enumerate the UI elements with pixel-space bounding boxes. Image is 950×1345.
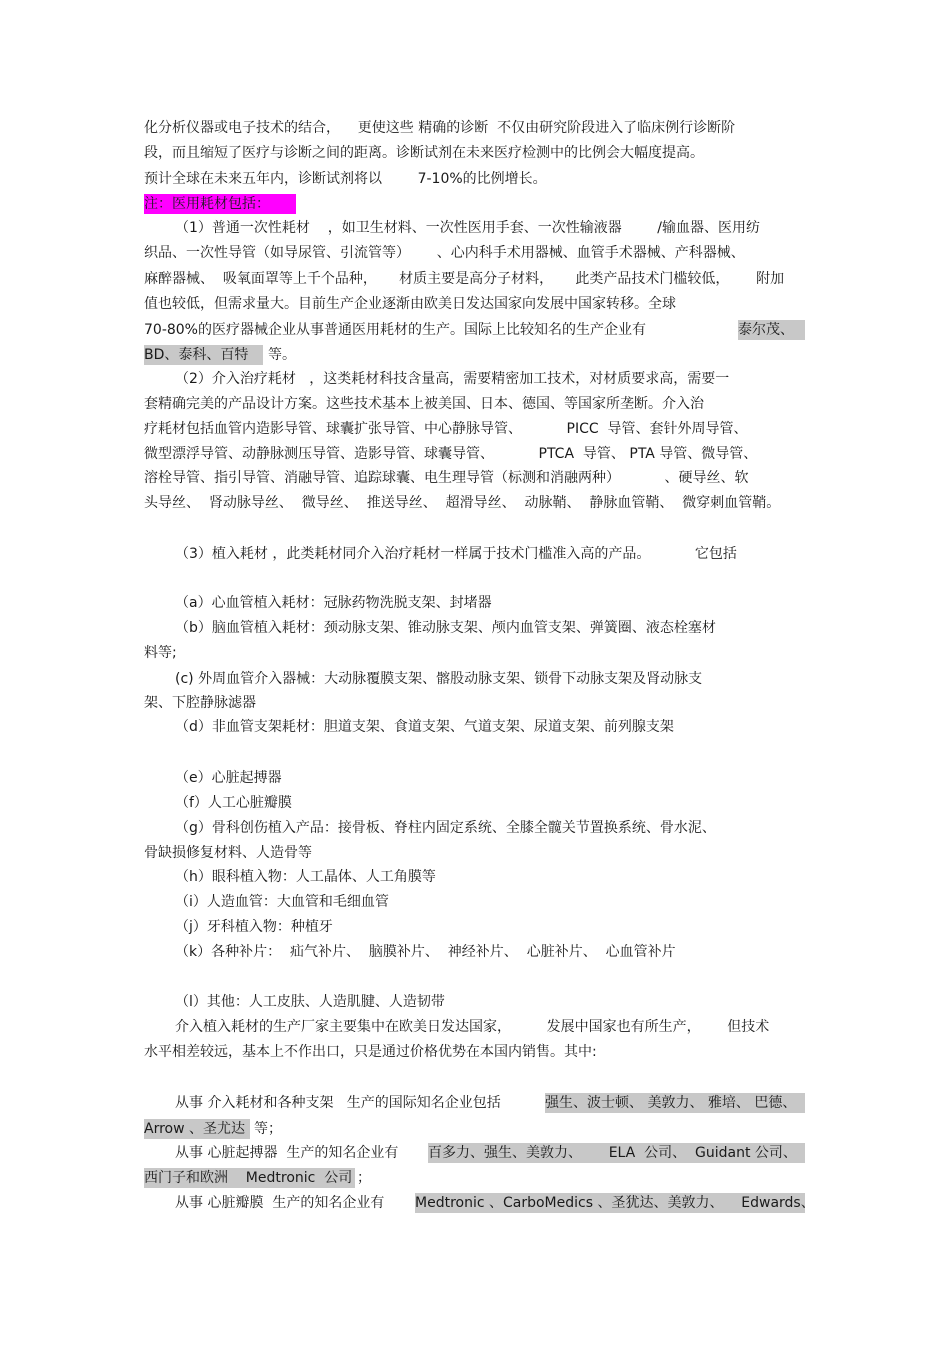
- text-line: （k）各种补片： 疝气补片、 脑膜补片、 神经补片、 心脏补片、 心血管补片: [175, 944, 676, 960]
- text-line: 化分析仪器或电子技术的结合， 更使这些 精确的诊断 不仅由研究阶段进入了临床例行诊断阶: [144, 120, 736, 136]
- text-line: （b）脑血管植入耗材：颈动脉支架、锥动脉支架、颅内血管支架、弹簧圈、液态栓塞材: [175, 620, 716, 636]
- text-line: （f）人工心脏瓣膜: [175, 795, 292, 811]
- text-line: 段，而且缩短了医疗与诊断之间的距离。诊断试剂在未来医疗检测中的比例会大幅度提高。: [144, 145, 704, 161]
- text-line: (c) 外周血管介入器械：大动脉覆膜支架、髂股动脉支架、锁骨下动脉支架及肾动脉支: [175, 671, 703, 687]
- text-line: 预计全球在未来五年内，诊断试剂将以 7-10%的比例增长。: [144, 171, 547, 187]
- text-line: 70-80%的医疗器械企业从事普通医用耗材的生产。国际上比较知名的生产企业有: [144, 322, 646, 338]
- text-line: 骨缺损修复材料、人造骨等: [144, 845, 312, 861]
- text-line: 从事 介入耗材和各种支架 生产的国际知名企业包括: [175, 1095, 501, 1111]
- text-line: 介入植入耗材的生产厂家主要集中在欧美日发达国家， 发展中国家也有所生产， 但技术: [175, 1019, 770, 1035]
- text-line: 织品、一次性导管（如导尿管、引流管等） 、心内科手术用器械、血管手术器械、产科器械、: [144, 245, 745, 261]
- text-line: 料等;: [144, 645, 177, 661]
- text-line: 从事 心脏瓣膜 生产的知名企业有: [175, 1195, 385, 1211]
- text-line: （d）非血管支架耗材：胆道支架、食道支架、气道支架、尿道支架、前列腺支架: [175, 719, 674, 735]
- text-line: 套精确完美的产品设计方案。这些技术基本上被美国、日本、德国、等国家所垄断。介入治: [144, 396, 704, 412]
- company-highlight: 泰尔茂、: [738, 320, 805, 340]
- text-line: ；: [357, 1170, 371, 1186]
- text-line: 麻醉器械、 吸氧面罩等上千个品种， 材质主要是高分子材料， 此类产品技术门槛较低， 附加: [144, 271, 785, 287]
- text-line: 疗耗材包括血管内造影导管、球囊扩张导管、中心静脉导管、 PICC 导管、套针外周导管、: [144, 421, 748, 437]
- text-line: （i）人造血管：大血管和毛细血管: [175, 894, 389, 910]
- text-line: （h）眼科植入物：人工晶体、人工角膜等: [175, 869, 436, 885]
- text-line: 从事 心脏起搏器 生产的知名企业有: [175, 1145, 399, 1161]
- text-line: 架、下腔静脉滤器: [144, 695, 256, 711]
- text-line: （l）其他：人工皮肤、人造肌腱、人造韧带: [175, 994, 445, 1010]
- text-line: 头导丝、 肾动脉导丝、 微导丝、 推送导丝、 超滑导丝、 动脉鞘、 静脉血管鞘、 微穿刺血管鞘。: [144, 495, 781, 511]
- note-heading-highlight: 注：医用耗材包括：: [144, 194, 296, 214]
- text-line: 微型漂浮导管、动静脉测压导管、造影导管、球囊导管、 PTCA 导管、 PTA 导管、微导管、: [144, 446, 758, 462]
- company-highlight: 百多力、强生、美敦力、 ELA 公司、 Guidant 公司、: [428, 1143, 805, 1163]
- text-line: （1）普通一次性耗材 ，如卫生材料、一次性医用手套、一次性输液器 /输血器、医用纺: [175, 220, 761, 236]
- text-line: 等。: [268, 347, 296, 363]
- text-line: （j）牙科植入物：种植牙: [175, 919, 333, 935]
- text-line: （3）植入耗材 ，此类耗材同介入治疗耗材一样属于技术门槛准入高的产品。 它包括: [175, 546, 737, 562]
- text-line: （g）骨科创伤植入产品：接骨板、脊柱内固定系统、全膝全髋关节置换系统、骨水泥、: [175, 820, 716, 836]
- text-line: （e）心脏起搏器: [175, 770, 282, 786]
- text-line: （2）介入治疗耗材 ，这类耗材科技含量高，需要精密加工技术，对材质要求高，需要一: [175, 371, 730, 387]
- company-highlight: BD、泰科、百特: [144, 345, 263, 365]
- text-line: 等；: [254, 1121, 282, 1137]
- company-highlight: 西门子和欧洲 Medtronic 公司: [144, 1168, 355, 1188]
- company-highlight: Arrow 、圣尤达: [144, 1119, 250, 1139]
- text-line: 水平相差较远，基本上不作出口，只是通过价格优势在本国内销售。其中:: [144, 1044, 597, 1060]
- text-line: 值也较低，但需求量大。目前生产企业逐渐由欧美日发达国家向发展中国家转移。全球: [144, 296, 676, 312]
- text-line: （a）心血管植入耗材：冠脉药物洗脱支架、封堵器: [175, 595, 492, 611]
- text-line: 溶栓导管、指引导管、消融导管、追踪球囊、电生理导管（标测和消融两种） 、硬导丝、软: [144, 470, 749, 486]
- company-highlight: Medtronic 、CarboMedics 、圣犹达、美敦力、 Edwards、: [415, 1195, 815, 1211]
- company-highlight: 强生、波士顿、 美敦力、 雅培、 巴德、: [545, 1093, 805, 1113]
